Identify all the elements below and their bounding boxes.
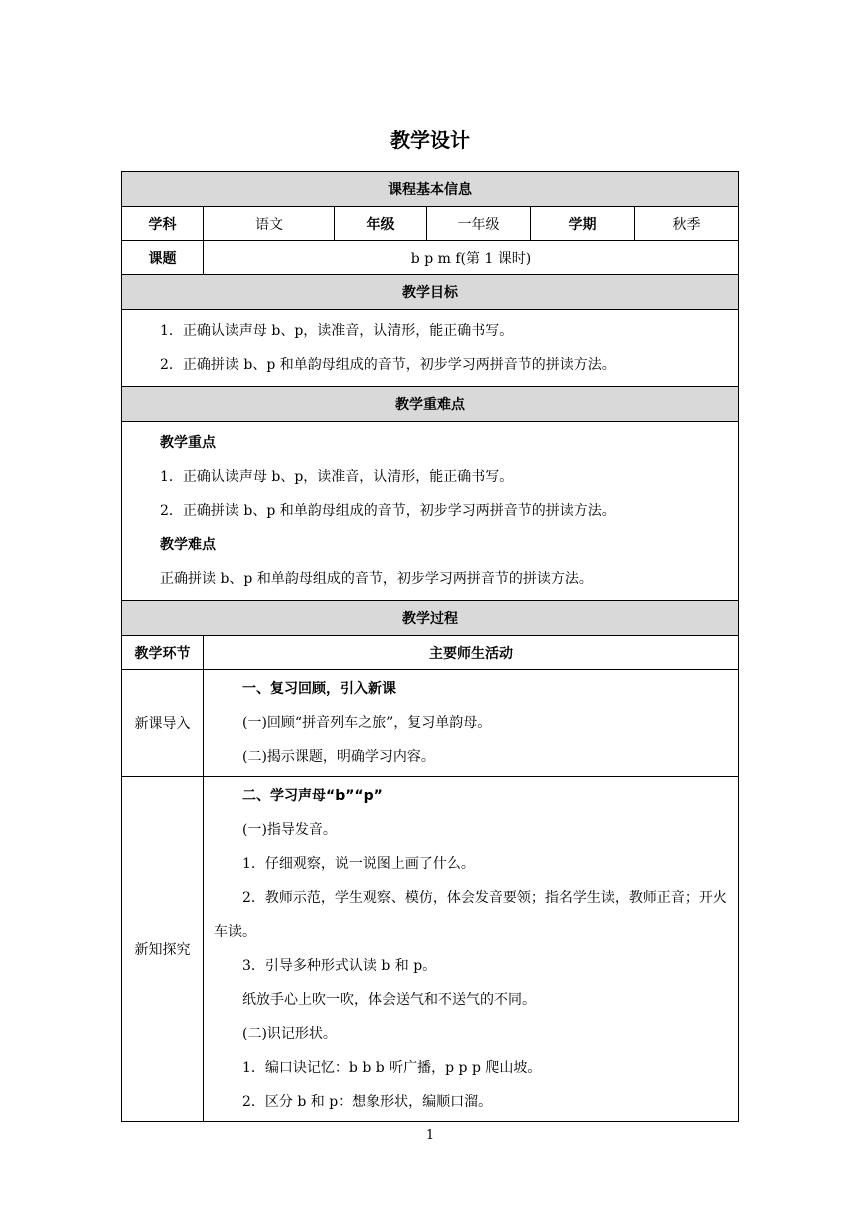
activity-heading: 二、学习声母“b”“p” — [242, 788, 383, 804]
activity-line: 纸放手心上吹一吹，体会送气和不送气的不同。 — [242, 992, 536, 1008]
stage-activities — [204, 670, 739, 777]
process-header: 教学过程 — [122, 601, 739, 636]
goal-item: 2．正确拼读 b、p 和单韵母组成的音节，初步学习两拼音节的拼读方法。 — [160, 357, 616, 373]
lesson-plan-table — [121, 171, 739, 1122]
activity-column-header: 主要师生活动 — [204, 636, 739, 670]
goals-header: 教学目标 — [122, 275, 739, 310]
activity-heading: 一、复习回顾，引入新课 — [242, 681, 396, 697]
activity-line: 1．仔细观察，说一说图上画了什么。 — [242, 856, 475, 872]
subject-label: 学科 — [122, 207, 204, 241]
stage-activities — [204, 777, 739, 1122]
focus-item: 1．正确认读声母 b、p，读准音，认清形，能正确书写。 — [160, 469, 514, 485]
topic-value: b p m f(第 1 课时) — [204, 241, 739, 275]
focus-title: 教学重点 — [160, 435, 216, 451]
goals-cell — [122, 310, 739, 387]
activity-line: (二)识记形状。 — [242, 1026, 337, 1042]
stage-name: 新知探究 — [122, 777, 204, 1122]
page-number: 1 — [425, 1128, 435, 1143]
topic-label: 课题 — [122, 241, 204, 275]
activity-line: 2．区分 b 和 p：想象形状，编顺口溜。 — [242, 1094, 493, 1110]
activity-line: 1．编口诀记忆：b b b 听广播，p p p 爬山坡。 — [242, 1060, 542, 1076]
stage-column-header: 教学环节 — [122, 636, 204, 670]
activity-line: (一)指导发音。 — [242, 822, 337, 838]
activity-line: (二)揭示课题，明确学习内容。 — [242, 749, 435, 765]
activity-line: 3．引导多种形式认读 b 和 p。 — [242, 958, 437, 974]
subject-value: 语文 — [204, 207, 335, 241]
term-label: 学期 — [531, 207, 635, 241]
stage-name: 新课导入 — [122, 670, 204, 777]
difficulty-text: 正确拼读 b、p 和单韵母组成的音节，初步学习两拼音节的拼读方法。 — [160, 571, 593, 587]
keypoints-cell — [122, 422, 739, 601]
grade-value: 一年级 — [427, 207, 531, 241]
activity-line: 2．教师示范，学生观察、模仿，体会发音要领；指名学生读，教师正音；开火车读。 — [214, 890, 727, 940]
page-title: 教学设计 — [390, 128, 470, 152]
activity-line: (一)回顾“拼音列车之旅”，复习单韵母。 — [242, 715, 492, 731]
focus-item: 2．正确拼读 b、p 和单韵母组成的音节，初步学习两拼音节的拼读方法。 — [160, 503, 616, 519]
keypoints-header: 教学重难点 — [122, 387, 739, 422]
difficulty-title: 教学难点 — [160, 537, 216, 553]
basic-info-header: 课程基本信息 — [122, 172, 739, 207]
grade-label: 年级 — [335, 207, 427, 241]
goal-item: 1．正确认读声母 b、p，读准音，认清形，能正确书写。 — [160, 323, 514, 339]
term-value: 秋季 — [635, 207, 739, 241]
